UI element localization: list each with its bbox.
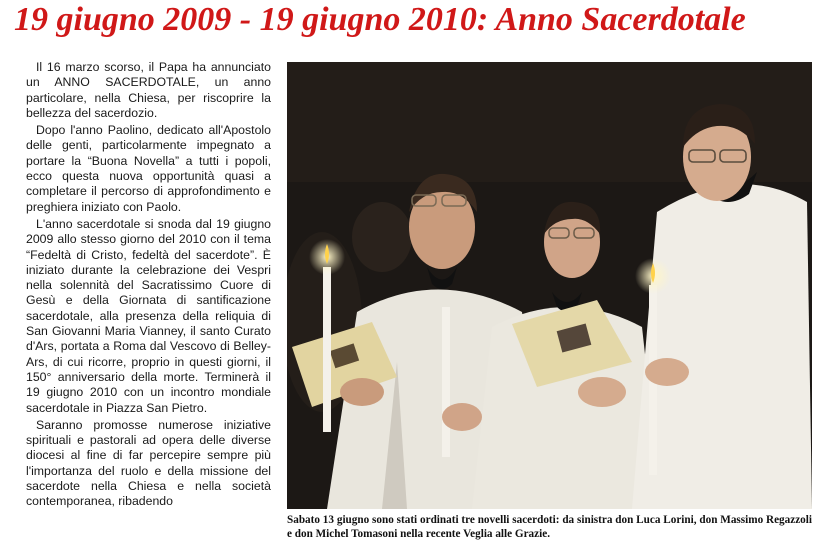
article-paragraph-3: L'anno sacerdotale si snoda dal 19 giugno 2009 allo stesso giorno del 2010 con il tema “Fedeltà di Cristo, fedeltà del sacerdote”. È iniziato durante la celebrazione dei Vespri nella solennità del Sacratissimo Cuore di Gesù e della Giornata di santificazione sacerdotale, alla presenza della reliquia di San Giovanni Maria Vianney, il santo Curato d'Ars, portata a Roma dal Vescovo di Belley-Ars, di cui ricorre, proprio in questi giorni, il 150° anniversario della morte. Terminerà il 19 giugno 2010 con un incontro mondiale sacerdotale in Piazza San Pietro. — [26, 216, 271, 415]
article-body — [26, 60, 271, 557]
article-paragraph-2: Dopo l'anno Paolino, dedicato all'Apostolo delle genti, particolarmente impegnato a portare la “Buona Novella” a tutti i popoli, ecco questa nuova opportunità quasi a completare il percorso di approfondimento e preghiera iniziato con Paolo. — [26, 123, 271, 214]
photo-caption: Sabato 13 giugno sono stati ordinati tre novelli sacerdoti: da sinistra don Luca Lorini, don Massimo Regazzoli e don Michel Tomasoni nella recente Veglia alle Grazie. — [287, 514, 812, 540]
headline: 19 giugno 2009 - 19 giugno 2010: Anno Sacerdotale — [14, 1, 746, 38]
article-paragraph-1: Il 16 marzo scorso, il Papa ha annunciato un ANNO SACERDOTALE, un anno particolare, nella Chiesa, per riscoprire la bellezza del sacerdozio. — [26, 60, 271, 120]
ordination-photo — [287, 62, 812, 509]
article-paragraph-4: Saranno promosse numerose iniziative spirituali e pastorali ad opera delle diverse diocesi al fine di far percepire sempre più l'importanza del ruolo e della missione del sacerdote nella Chiesa e nella società contemporanea, ribadendo — [26, 417, 271, 509]
ordination-photo-illustration — [287, 62, 812, 509]
